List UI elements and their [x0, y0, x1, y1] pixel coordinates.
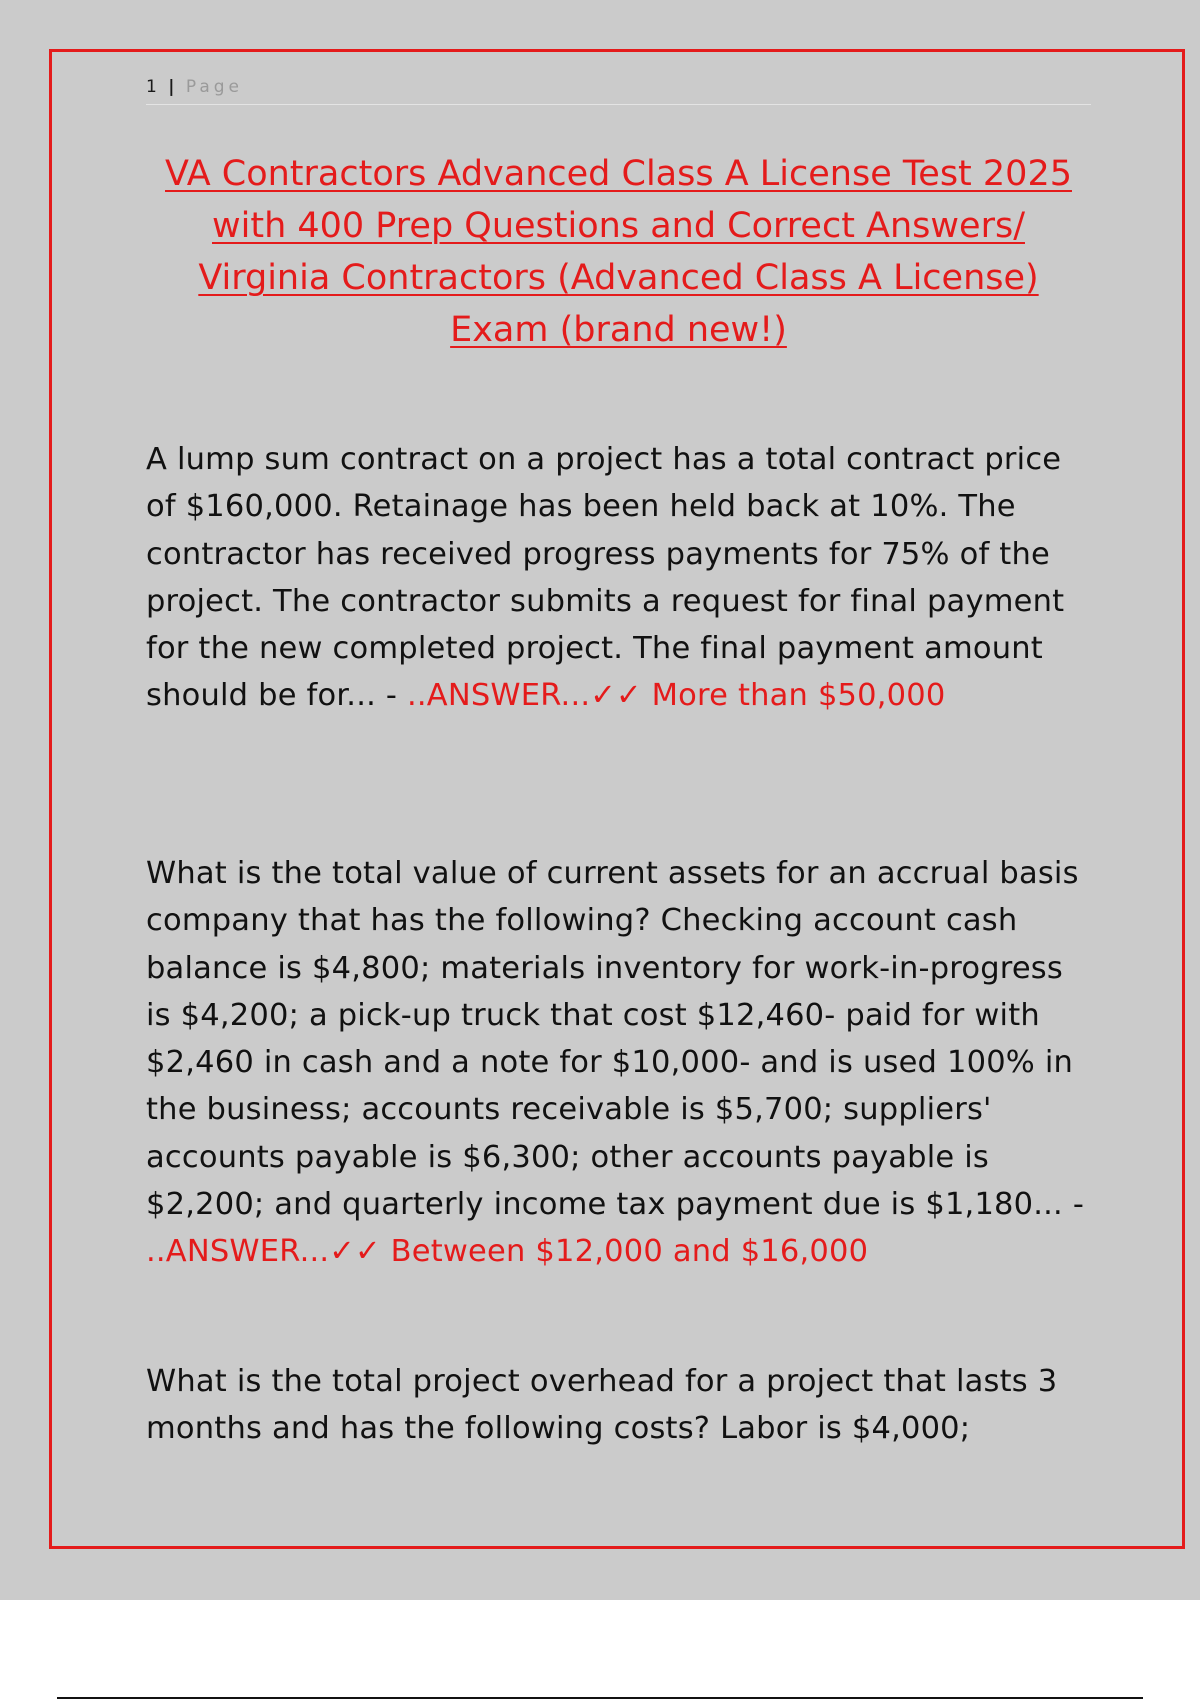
question-block-3 [146, 1358, 1096, 1453]
page-label: Page [185, 77, 244, 97]
question-text: What is the total project overhead for a project that lasts 3 months and has the following costs? Labor is $4,000; [146, 1364, 1058, 1447]
question-block-1 [146, 436, 1096, 720]
page-header [146, 76, 1091, 105]
page-number: 1 [146, 77, 159, 97]
question-text: A lump sum contract on a project has a total contract price of $160,000. Retainage has been held back at 10%. The contractor has received progress payments for 75% of the project. The contractor submits a request for final payment for the new completed project. The final payment amount should be for... - [146, 442, 1065, 714]
page-divider [57, 1697, 1143, 1699]
question-block-2 [146, 850, 1096, 1276]
answer-text: ..ANSWER...✓✓ More than $50,000 [406, 678, 946, 714]
question-text: What is the total value of current assets for an accrual basis company that has the following? Checking account cash balance is $4,800; materials inventory for work-in-progress is $4,200; a pick-up truck that cost $12,460- paid for with $2,460 in cash and a note for $10,000- and is used 100% in the business; accounts receivable is $5,700; suppliers' accounts payable is $6,300; other accounts payable is $2,200; and quarterly income tax payment due is $1,180... - [146, 856, 1085, 1223]
answer-text: ..ANSWER...✓✓ Between $12,000 and $16,000 [146, 1234, 869, 1270]
page-separator: | [168, 77, 177, 97]
document-title: VA Contractors Advanced Class A License Test 2025 with 400 Prep Questions and Correct Answers/ Virginia Contractors (Advanced Class A License) Exam (brand new!) [165, 154, 1072, 350]
